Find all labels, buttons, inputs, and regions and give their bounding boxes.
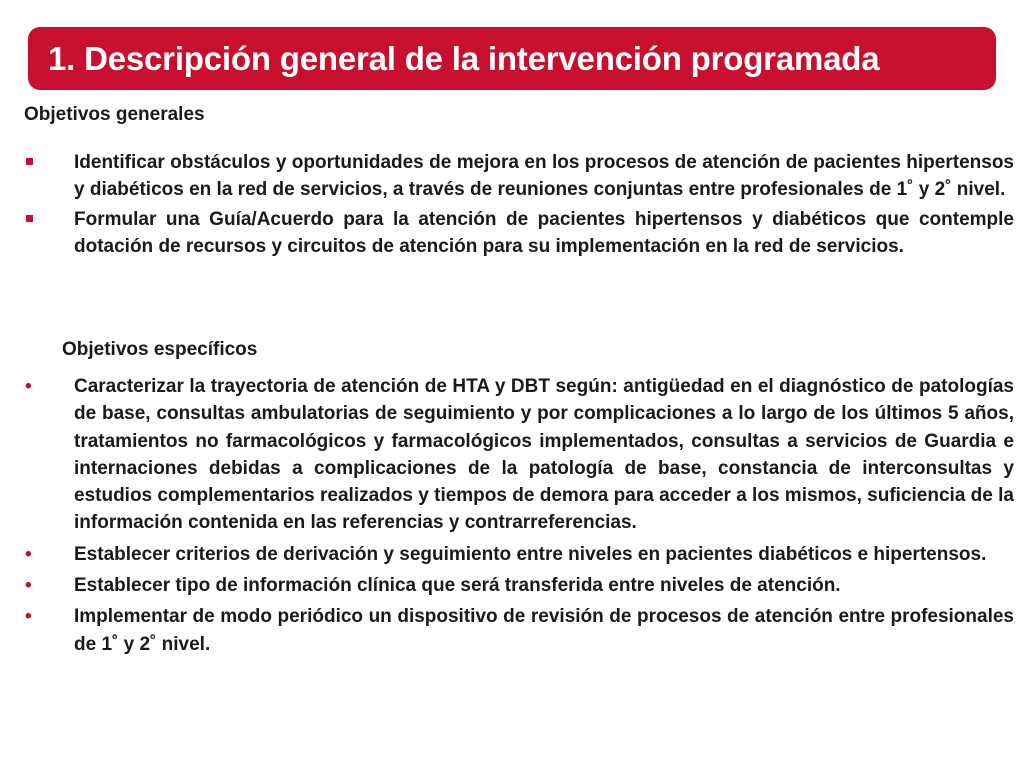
list-item <box>24 206 1014 261</box>
list-item-text: Establecer tipo de información clínica que será transferida entre niveles de atención. <box>74 575 841 597</box>
heading-objetivos-generales: Objetivos generales <box>24 104 205 125</box>
list-item-text: Identificar obstáculos y oportunidades de mejora en los procesos de atención de pacientes hipertensos y diabéticos en la red de servicios, a través de reuniones conjuntas entre profesionales de 1˚ y 2˚ nivel. <box>74 152 1014 201</box>
list-item <box>24 603 1014 658</box>
list-item-text: Implementar de modo periódico un dispositivo de revisión de procesos de atención entre profesionales de 1˚ y 2˚ nivel. <box>74 606 1014 655</box>
list-item-text: Establecer criterios de derivación y seguimiento entre niveles en pacientes diabéticos e hipertensos. <box>74 543 987 565</box>
list-item <box>24 149 1014 204</box>
specific-objectives-list <box>24 373 1014 662</box>
general-objectives-list <box>24 149 1014 262</box>
list-item <box>24 572 1014 599</box>
heading-objetivos-especificos: Objetivos específicos <box>62 339 258 360</box>
list-item-text: Caracterizar la trayectoria de atención de HTA y DBT según: antigüedad en el diagnóstico de patologías de base, consultas ambulatorias de seguimiento y por complicaciones a lo largo de los últimos 5 años, tratamientos no farmacológicos y farmacológicos implementados, consultas a servicios de Guardia e internaciones debidas a complicaciones de la patología de base, constancia de interconsultas y estudios complementarios realizados y tiempos de demora para acceder a los mismos, suficiencia de la información contenida en las referencias y contrarreferencias. <box>74 376 1014 534</box>
dot-bullet-icon: • <box>25 606 32 628</box>
dot-bullet-icon: • <box>25 543 32 565</box>
dot-bullet-icon: • <box>25 575 32 597</box>
square-bullet-icon <box>26 215 33 222</box>
square-bullet-icon <box>26 158 33 165</box>
list-item-text: Formular una Guía/Acuerdo para la atención de pacientes hipertensos y diabéticos que contemple dotación de recursos y circuitos de atención para su implementación en la red de servicios. <box>74 208 1014 257</box>
list-item <box>24 373 1014 537</box>
slide-title: 1. Descripción general de la intervención programada <box>48 39 880 77</box>
dot-bullet-icon: • <box>25 376 32 397</box>
title-banner <box>28 27 996 90</box>
list-item <box>24 541 1014 568</box>
